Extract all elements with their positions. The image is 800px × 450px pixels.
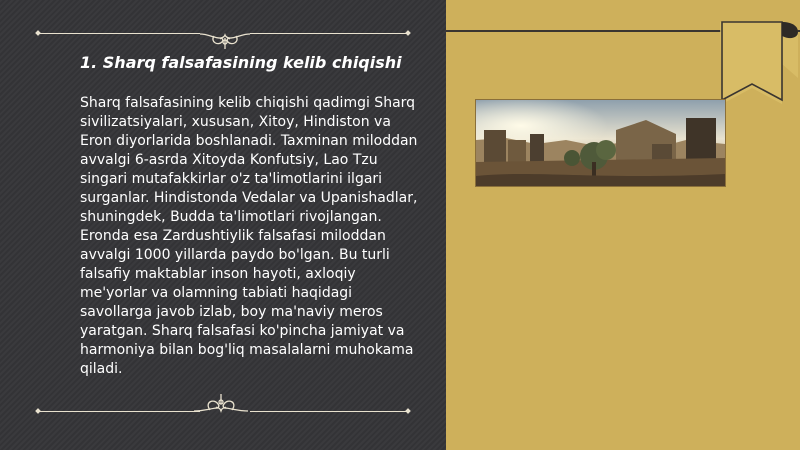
bottom-rule-left — [38, 411, 200, 412]
bookmark-ribbon-icon — [718, 18, 800, 104]
slide-body-text: Sharq falsafasining kelib chiqishi qadimgi Sharq sivilizatsiyalari, xususan, Xitoy, Hindiston va Eron diyorlarida boshlanadi. Taxminan miloddan avvalgi 6-asrda Xitoyda Konfutsiy, Lao Tzu singari mutafakkirlar o'z ta'limotlarini ilgari surganlar. Hindistonda Vedalar va Upanishadlar, shuningdek, Budda ta'limotlari rivojlangan. Eronda esa Zardushtiylik falsafasi miloddan avvalgi 1000 yillarda paydo bo'lgan. Bu turli falsafiy maktablar inson hayoti, axloqiy me'yorlar va olamning tabiati haqidagi savollarga javob izlab, boy ma'naviy meros yaratgan. Sharq falsafasi ko'pincha jamiyat va harmoniya bilan bog'liq masalalarni muhokama qiladi. — [80, 95, 418, 377]
top-rule-left — [38, 33, 200, 34]
bottom-rule-right — [250, 411, 408, 412]
scroll-flourish-icon — [196, 30, 254, 52]
top-rule-right — [250, 33, 408, 34]
scroll-flourish-icon — [190, 392, 252, 416]
slide-title: 1. Sharq falsafasining kelib chiqishi — [80, 53, 402, 72]
historic-city-photo — [475, 99, 726, 187]
